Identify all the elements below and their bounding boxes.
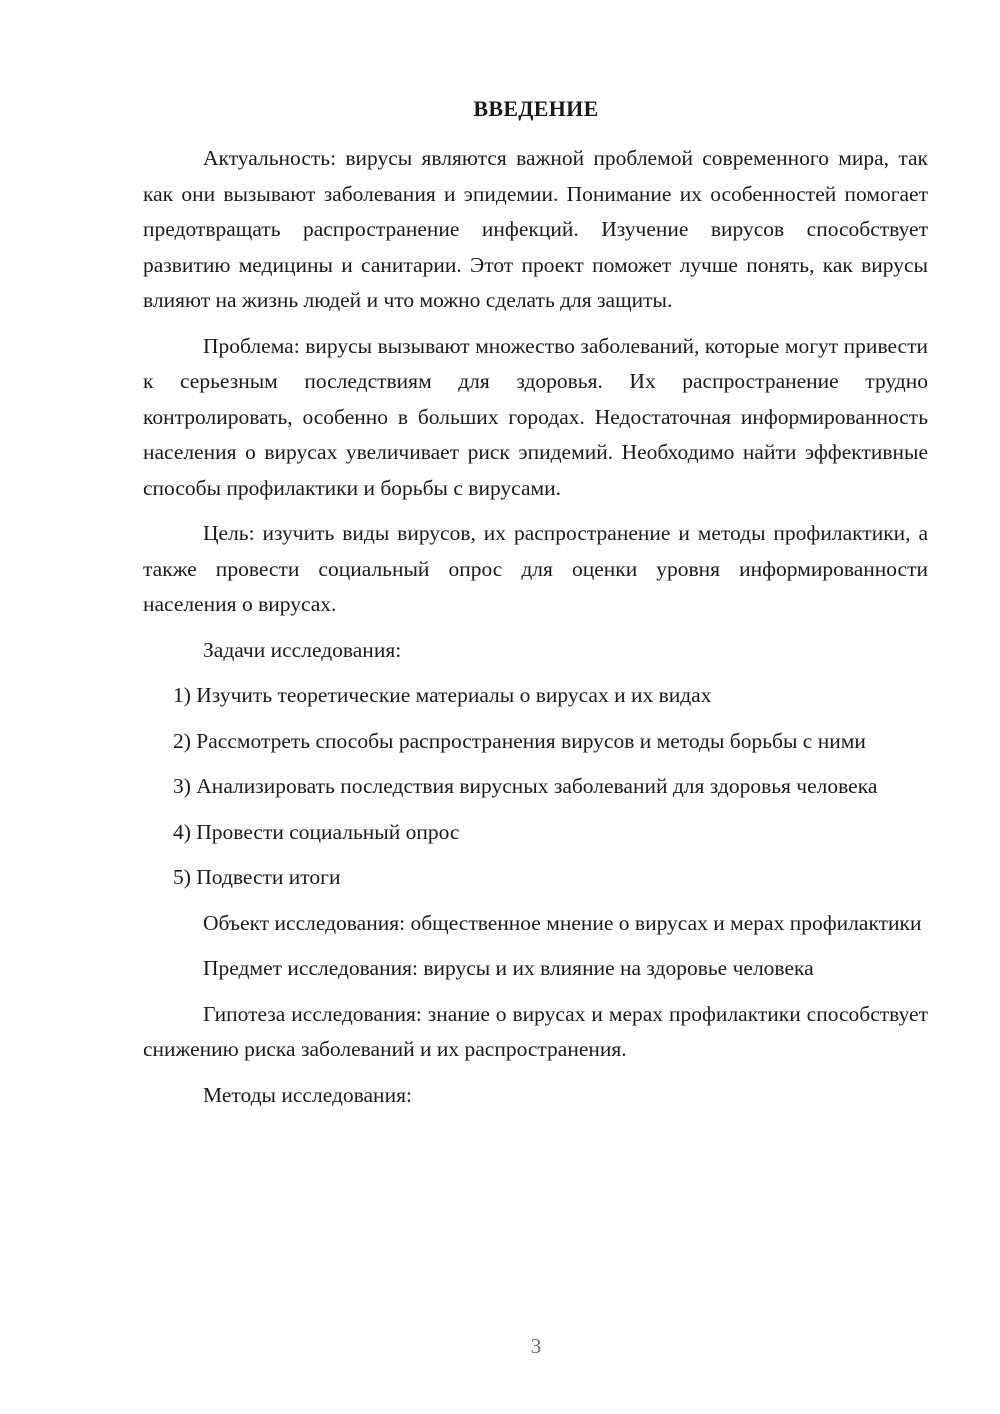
- goal-paragraph: Цель: изучить виды вирусов, их распространение и методы профилактики, а также провести социальный опрос для оценки уровня информированности населения о вирусах.: [143, 521, 928, 616]
- task-item-4: 4) Провести социальный опрос: [173, 819, 460, 844]
- tasks-heading: Задачи исследования:: [203, 637, 402, 662]
- task-item-1: 1) Изучить теоретические материалы о вирусах и их видах: [173, 683, 712, 707]
- relevance-paragraph: Актуальность: вирусы являются важной проблемой современного мира, так как они вызывают заболевания и эпидемии. Понимание их особенностей помогает предотвращать распространение инфекций. Изучение вирусов способствует развитию медицины и санитарии. Этот проект поможет лучше понять, как вирусы влияют на жизнь людей и что можно сделать для защиты.: [143, 146, 928, 312]
- task-item-2: 2) Рассмотреть способы распространения вирусов и методы борьбы с ними: [173, 728, 866, 753]
- task-item-3: 3) Анализировать последствия вирусных заболеваний для здоровья человека: [173, 774, 878, 798]
- page-number: 3: [530, 1334, 542, 1358]
- subject-paragraph: Предмет исследования: вирусы и их влияние на здоровье человека: [203, 956, 814, 980]
- object-paragraph: Объект исследования: общественное мнение о вирусах и мерах профилактики: [203, 910, 922, 935]
- problem-paragraph: Проблема: вирусы вызывают множество заболеваний, которые могут привести к серьезным последствиям для здоровья. Их распространение трудно контролировать, особенно в больших городах. Недостаточная информированность населения о вирусах увеличивает риск эпидемий. Необходимо найти эффективные способы профилактики и борьбы с вирусами.: [143, 333, 928, 500]
- task-item-5: 5) Подвести итоги: [173, 865, 341, 889]
- methods-heading: Методы исследования:: [203, 1082, 412, 1107]
- hypothesis-paragraph: Гипотеза исследования: знание о вирусах и мерах профилактики способствует снижению риска заболеваний и их распространения.: [143, 1001, 928, 1061]
- page-title: ВВЕДЕНИЕ: [473, 96, 599, 121]
- document-body: [143, 141, 928, 1113]
